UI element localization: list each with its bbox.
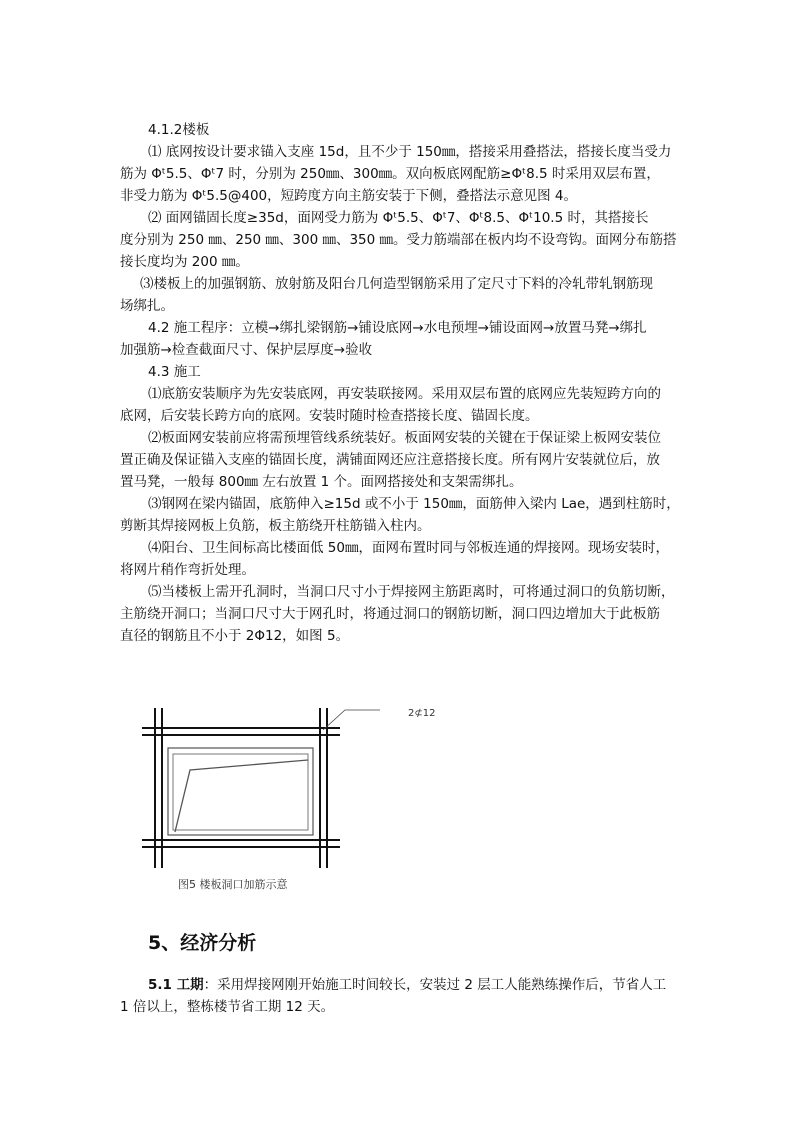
paragraph-line: ⑴ 底网按设计要求锚入支座 15d，且不少于 150㎜，搭接采用叠搭法，搭接长度当受力 — [148, 144, 672, 160]
figure-5-diagram — [140, 700, 380, 895]
paragraph-line: ⑵板面网安装前应将需预埋管线系统装好。板面网安装的关键在于保证梁上板网安装位 — [148, 430, 661, 446]
paragraph-line: 主筋绕开洞口；当洞口尺寸大于网孔时，将通过洞口的钢筋切断，洞口四边增加大于此板筋 — [120, 606, 660, 622]
paragraph-5-1-text: ：采用焊接网刚开始施工时间较长，安装过 2 层工人能熟练操作后，节省人工 — [203, 977, 667, 993]
paragraph-line: 筋为 Φᵗ5.5、Φᵗ7 时，分别为 250㎜、300㎜。双向板底网配筋≥Φᵗ8.5 时采用双层布置， — [120, 166, 660, 182]
paragraph-line: 置正确及保证锚入支座的锚固长度，满铺面网还应注意搭接长度。所有网片安装就位后，放 — [120, 452, 660, 468]
section-5-heading: 5、经济分析 — [148, 932, 257, 954]
rebar-label: 2⊄12 — [408, 708, 436, 719]
figure-5-slab-opening-reinforcement — [140, 700, 436, 895]
paragraph-line: 非受力筋为 Φᵗ5.5@400，短跨度方向主筋安装于下侧，叠搭法示意见图 4。 — [120, 188, 578, 204]
paragraph-line: 剪断其焊接网板上负筋，板主筋绕开柱筋锚入柱内。 — [120, 518, 431, 534]
paragraph-line: ⑴底筋安装顺序为先安装底网，再安装联接网。采用双层布置的底网应先装短跨方向的 — [148, 386, 661, 402]
paragraph-line: ⑶楼板上的加强钢筋、放射筋及阳台几何造型钢筋采用了定尺寸下料的冷轧带轧钢筋现 — [140, 276, 653, 292]
paragraph-5-1-line: 1 倍以上，整栋楼节省工期 12 天。 — [120, 999, 335, 1015]
heading-4-1-2: 4.1.2楼板 — [148, 122, 210, 138]
paragraph-line: ⑷阳台、卫生间标高比楼面低 50㎜，面网布置时同与邻板连通的焊接网。现场安装时， — [148, 540, 669, 556]
paragraph-line: 场绑扎。 — [120, 298, 174, 314]
paragraph-line: 度分别为 250 ㎜、250 ㎜、300 ㎜、350 ㎜。受力筋端部在板内均不设弯钩。面网分布筋搭 — [120, 232, 677, 248]
paragraph-line: 接长度均为 200 ㎜。 — [120, 254, 249, 270]
paragraph-line: 置马凳，一般每 800㎜ 左右放置 1 个。面网搭接处和支架需绑扎。 — [120, 474, 523, 490]
paragraph-line: ⑵ 面网锚固长度≥35d，面网受力筋为 Φᵗ5.5、Φᵗ7、Φᵗ8.5、Φᵗ10.5 时，其搭接长 — [148, 210, 649, 226]
figure-caption: 图5 楼板洞口加筋示意 — [178, 878, 288, 891]
paragraph-4-2-line: 4.2 施工程序：立模→绑扎梁钢筋→铺设底网→水电预埋→铺设面网→放置马凳→绑扎 — [148, 320, 647, 336]
heading-4-3: 4.3 施工 — [148, 364, 201, 380]
opening-sketch-line — [175, 760, 308, 832]
paragraph-line: ⑸当楼板上需开孔洞时，当洞口尺寸小于焊接网主筋距离时，可将通过洞口的负筋切断， — [148, 584, 675, 600]
paragraph-line: ⑶钢网在梁内锚固，底筋伸入≥15d 或不小于 150㎜，面筋伸入梁内 Lae，遇到柱筋时， — [148, 496, 680, 512]
paragraph-5-1-line — [148, 976, 666, 994]
paragraph-line: 直径的钢筋且不小于 2Φ12，如图 5。 — [120, 628, 350, 644]
paragraph-5-1-lead: 5.1 工期 — [148, 977, 204, 993]
paragraph-line: 将网片稍作弯折处理。 — [120, 562, 255, 578]
paragraph-line: 底网，后安装长跨方向的底网。安装时随时检查搭接长度、锚固长度。 — [120, 408, 539, 424]
paragraph-4-2-line: 加强筋→检查截面尺寸、保护层厚度→验收 — [120, 342, 373, 358]
